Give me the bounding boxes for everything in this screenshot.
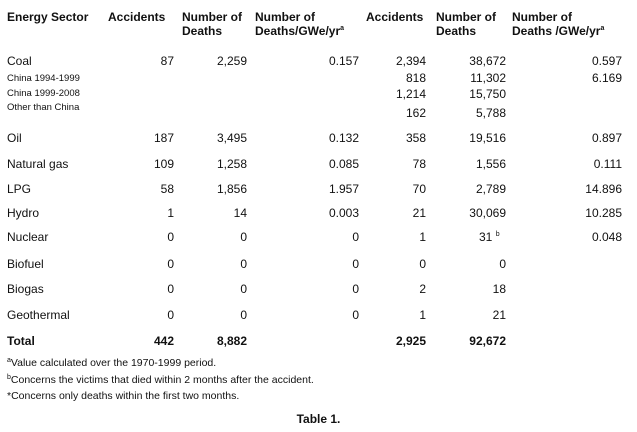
header-accidents-2: Accidents <box>366 10 424 24</box>
cell-rate-1: 0.085 <box>328 157 359 171</box>
sector-label: Hydro <box>7 206 40 220</box>
cell-deaths-1: 2,259 <box>216 54 247 68</box>
cell-deaths-2: 11,302 <box>470 71 506 85</box>
cell-rate-1: 0 <box>352 308 359 322</box>
cell-deaths-1: 1,856 <box>216 182 247 196</box>
cell-rate-2: 0.111 <box>593 157 622 171</box>
cell-accidents-2: 1 <box>419 308 426 322</box>
cell-deaths-1: 0 <box>240 230 247 244</box>
cell-rate-1: 0.003 <box>328 206 359 220</box>
cell-accidents-2: 2,394 <box>395 54 426 68</box>
sector-label: Biogas <box>7 282 44 296</box>
cell-rate-1: 0.157 <box>328 54 359 68</box>
cell-accidents-1: 109 <box>153 157 174 171</box>
cell-accidents-2: 818 <box>405 71 426 85</box>
header-energy-sector: Energy Sector <box>7 10 89 24</box>
cell-rate-1: 1.957 <box>328 182 359 196</box>
header-deaths-1-line1: Number of <box>182 10 242 24</box>
total-accidents-2: 2,925 <box>395 334 426 348</box>
subsector-label: China 1999-2008 <box>7 88 80 99</box>
total-accidents-1: 442 <box>153 334 174 348</box>
cell-rate-1: 0 <box>352 257 359 271</box>
total-deaths-2: 92,672 <box>469 334 506 348</box>
cell-deaths-2: 15,750 <box>469 87 506 101</box>
header-deaths-2-line1: Number of <box>436 10 496 24</box>
cell-deaths-1: 0 <box>240 257 247 271</box>
cell-accidents-2: 1,214 <box>395 87 426 101</box>
sector-label: LPG <box>7 182 32 196</box>
cell-rate-1: 0.132 <box>328 131 359 145</box>
cell-accidents-2: 0 <box>419 257 426 271</box>
sector-label: Coal <box>7 54 32 68</box>
cell-deaths-1: 0 <box>240 308 247 322</box>
cell-rate-1: 0 <box>352 230 359 244</box>
cell-accidents-2: 78 <box>412 157 426 171</box>
cell-deaths-2: 0 <box>499 257 506 271</box>
total-label: Total <box>7 334 35 348</box>
footnote-b: $^b$Concerns the victims that died within 2 months after the accident. <box>7 374 314 386</box>
cell-accidents-2: 70 <box>412 182 426 196</box>
header-rate-1-line1: Number of <box>255 10 315 24</box>
cell-accidents-1: 87 <box>160 54 174 68</box>
cell-deaths-2: 21 <box>492 308 506 322</box>
cell-deaths-2: 1,556 <box>475 157 506 171</box>
cell-accidents-1: 58 <box>160 182 174 196</box>
cell-deaths-1: 14 <box>233 206 247 220</box>
cell-deaths-2: 18 <box>492 282 506 296</box>
cell-accidents-1: 0 <box>167 308 174 322</box>
cell-rate-2: 10.285 <box>585 206 622 220</box>
cell-accidents-2: 2 <box>419 282 426 296</box>
header-rate-1-line2: Deaths/$GWe/yr^a$ <box>255 24 345 38</box>
cell-rate-1: 0 <box>352 282 359 296</box>
cell-accidents-2: 162 <box>405 106 426 120</box>
cell-deaths-2: 31 $^b$ <box>479 230 500 244</box>
header-accidents-1: Accidents <box>108 10 166 24</box>
cell-deaths-1: 1,258 <box>216 157 247 171</box>
cell-deaths-2: 30,069 <box>469 206 506 220</box>
sector-label: Natural gas <box>7 157 69 171</box>
cell-rate-2: 6.169 <box>591 71 622 85</box>
cell-deaths-2: 38,672 <box>469 54 506 68</box>
cell-accidents-2: 358 <box>405 131 426 145</box>
cell-accidents-1: 0 <box>167 282 174 296</box>
cell-rate-2: 14.896 <box>585 182 622 196</box>
cell-accidents-2: 21 <box>412 206 426 220</box>
sector-label: Biofuel <box>7 257 44 271</box>
cell-deaths-1: 0 <box>240 282 247 296</box>
subsector-label: Other than China <box>7 102 80 113</box>
sector-label: Geothermal <box>7 308 70 322</box>
header-deaths-1-line2: Deaths <box>182 24 223 38</box>
cell-accidents-1: 1 <box>167 206 174 220</box>
footnote-a: $^a$Value calculated over the 1970-1999 period. <box>7 357 217 369</box>
header-rate-2-line1: Number of <box>512 10 572 24</box>
header-rate-2-line2: Deaths $/GWe/yr^a$ <box>512 24 605 38</box>
footnote-star: *Concerns only deaths within the first two months. <box>7 390 240 402</box>
cell-deaths-2: 5,788 <box>475 106 506 120</box>
subsector-label: China 1994-1999 <box>7 73 80 84</box>
sector-label: Oil <box>7 131 22 145</box>
cell-accidents-1: 187 <box>153 131 174 145</box>
cell-rate-2: 0.597 <box>591 54 622 68</box>
table-caption: Table 1. <box>296 412 341 426</box>
cell-deaths-2: 19,516 <box>469 131 506 145</box>
header-deaths-2-line2: Deaths <box>436 24 477 38</box>
cell-accidents-1: 0 <box>167 257 174 271</box>
cell-rate-2: 0.048 <box>591 230 622 244</box>
cell-accidents-1: 0 <box>167 230 174 244</box>
cell-deaths-2: 2,789 <box>475 182 506 196</box>
sector-label: Nuclear <box>7 230 49 244</box>
cell-accidents-2: 1 <box>419 230 426 244</box>
total-deaths-1: 8,882 <box>216 334 247 348</box>
cell-rate-2: 0.897 <box>591 131 622 145</box>
cell-deaths-1: 3,495 <box>216 131 247 145</box>
